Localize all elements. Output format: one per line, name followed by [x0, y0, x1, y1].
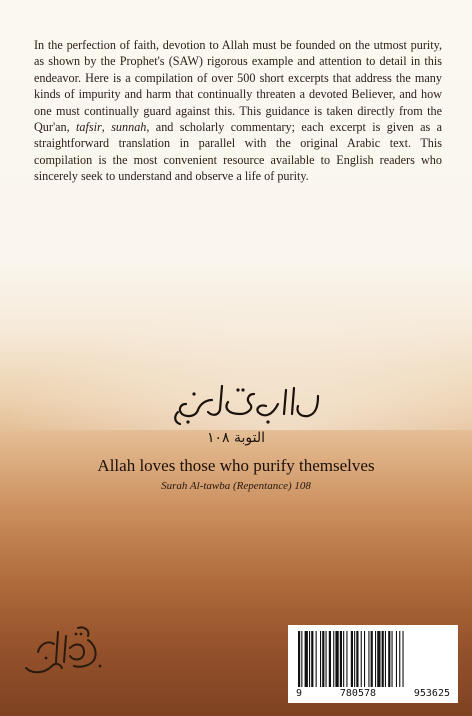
- blurb-sunnah: sunnah: [111, 120, 147, 135]
- publisher-logo: [18, 622, 106, 680]
- barcode-digits: [294, 688, 452, 699]
- blurb-part-1: In the perfection of faith, devotion to Allah must be founded on the utmost purity, as shown by the Prophet's (SAW) rigorous example and attention to detail in this endeavor. Here is a compilation of over 500 short excerpts that address the many kinds of impurity and harm that continually threaten a devoted Believer, and how one must continually guard against this. This guidance is taken directly from the Qur'an,: [34, 38, 442, 135]
- blurb-text: [34, 37, 442, 185]
- verse-source: Surah Al-tawba (Repentance) 108: [161, 480, 311, 492]
- blurb-separator: ,: [101, 120, 112, 135]
- barcode-bars: [294, 631, 452, 687]
- verse-translation: Allah loves those who purify themselves: [97, 456, 375, 475]
- barcode-group-2: 953625: [413, 688, 450, 699]
- barcode-lead-digit: 9: [296, 688, 303, 699]
- verse-arabic-reference: التوبة ١٠٨: [206, 430, 266, 446]
- blurb-part-2: , and scholarly commentary; each excerpt is given as a straightforward translation in parallel with the original Arabic text. This compilation is the most convenient resource available to English readers who sincerely seek to understand and observe a life of purity.: [34, 120, 443, 184]
- isbn-barcode: [288, 625, 458, 703]
- blurb-tafsir: tafsir: [76, 120, 102, 135]
- barcode-group-1: 780578: [339, 688, 377, 699]
- arabic-calligraphy-verse: [168, 382, 328, 428]
